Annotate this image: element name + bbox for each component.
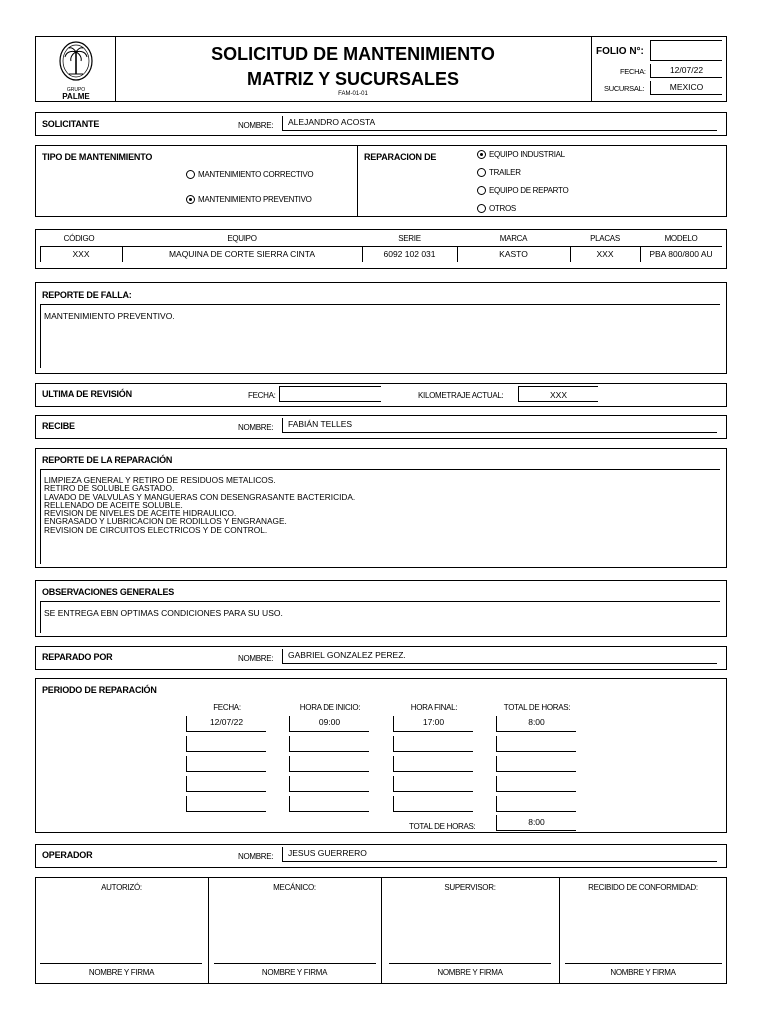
reporte-falla-title: REPORTE DE FALLA: xyxy=(42,290,132,300)
reporte-reparacion-text[interactable]: LIMPIEZA GENERAL Y RETIRO DE RESIDUOS METALICOS. RETIRO DE SOLUBLE GASTADO. LAVADO DE VALVULAS Y MANGUERAS CON DESENGRASANTE BACTERICIDA. RELLENADO DE ACEITE SOLUBLE. REVISION DE NIVELES DE ACEITE HIDRAULICO. ENGRASADO Y LUBRICACION DE RODILLOS Y ENGRANAGE. REVISION DE CIRCUITOS ELECTRICOS Y DE CONTROL. xyxy=(44,475,356,535)
periodo-header-final: HORA FINAL: xyxy=(410,703,458,712)
periodo-cell-inicio[interactable]: 09:00 xyxy=(289,716,369,732)
periodo-cell-inicio[interactable] xyxy=(289,756,369,772)
reporte-falla-left-rule xyxy=(40,304,41,368)
radio-mantenimiento-correctivo[interactable] xyxy=(186,170,195,179)
firma-line-mecanico[interactable] xyxy=(214,963,376,964)
periodo-total-label: TOTAL DE HORAS: xyxy=(409,822,476,831)
label-otros: OTROS xyxy=(489,204,516,213)
reporte-falla-rule xyxy=(40,304,720,305)
periodo-cell-fecha[interactable] xyxy=(186,776,266,792)
equipo-header-marca: MARCA xyxy=(499,234,528,243)
firma-line-recibido[interactable] xyxy=(565,963,722,964)
page-title-line2: MATRIZ Y SUCURSALES xyxy=(246,69,460,89)
recibe-nombre-field[interactable]: FABIÁN TELLES xyxy=(282,418,717,433)
solicitante-nombre-label: NOMBRE: xyxy=(238,121,274,130)
equipo-header-modelo: MODELO xyxy=(664,234,698,243)
reporte-falla-text[interactable]: MANTENIMIENTO PREVENTIVO. xyxy=(44,311,175,321)
firma-caption-recibido: NOMBRE Y FIRMA xyxy=(610,968,676,977)
periodo-cell-fecha[interactable]: 12/07/22 xyxy=(186,716,266,732)
operador-nombre-field[interactable]: JESUS GUERRERO xyxy=(282,847,717,862)
reparado-por-nombre-field[interactable]: GABRIEL GONZALEZ PEREZ. xyxy=(282,649,717,664)
periodo-cell-final[interactable] xyxy=(393,756,473,772)
ultima-revision-fecha-label: FECHA: xyxy=(248,391,276,400)
periodo-cell-total[interactable] xyxy=(496,776,576,792)
observaciones-title: OBSERVACIONES GENERALES xyxy=(42,587,175,597)
logo xyxy=(52,40,100,101)
periodo-cell-fecha[interactable] xyxy=(186,756,266,772)
recibe-title: RECIBE xyxy=(42,421,75,431)
periodo-cell-total[interactable]: 8:00 xyxy=(496,716,576,732)
radio-otros[interactable] xyxy=(477,204,486,213)
recibe-nombre-label: NOMBRE: xyxy=(238,423,274,432)
periodo-cell-final[interactable] xyxy=(393,776,473,792)
equipo-header-equipo: EQUIPO xyxy=(227,234,257,243)
solicitante-title: SOLICITANTE xyxy=(42,119,100,129)
tipo-divider xyxy=(357,145,358,217)
firma-line-autorizo[interactable] xyxy=(40,963,202,964)
firma-role-recibido: RECIBIDO DE CONFORMIDAD: xyxy=(588,883,698,892)
firma-line-supervisor[interactable] xyxy=(389,963,551,964)
tipo-mantenimiento-title: TIPO DE MANTENIMIENTO xyxy=(42,152,153,162)
reparado-por-title: REPARADO POR xyxy=(42,652,113,662)
header-sucursal-label: SUCURSAL: xyxy=(604,84,645,93)
equipo-serie-value[interactable]: 6092 102 031 xyxy=(383,249,436,259)
equipo-header-rule xyxy=(40,246,722,247)
form-code: FAM-01-01 xyxy=(338,91,368,97)
periodo-cell-final[interactable] xyxy=(393,796,473,812)
periodo-cell-total[interactable] xyxy=(496,796,576,812)
reporte-reparacion-rule xyxy=(40,469,720,470)
radio-equipo-reparto[interactable] xyxy=(477,186,486,195)
reporte-reparacion-left-rule xyxy=(40,469,41,564)
logo-group-text: GRUPO xyxy=(66,87,86,93)
header-fecha-label: FECHA: xyxy=(620,67,646,76)
periodo-cell-fecha[interactable] xyxy=(186,736,266,752)
observaciones-left-rule xyxy=(40,601,41,633)
periodo-cell-total[interactable] xyxy=(496,736,576,752)
radio-mantenimiento-preventivo[interactable] xyxy=(186,195,195,204)
periodo-title: PERIODO DE REPARACIÓN xyxy=(42,685,157,695)
observaciones-text[interactable]: SE ENTREGA EBN OPTIMAS CONDICIONES PARA SU USO. xyxy=(44,608,283,618)
kilometraje-label: KILOMETRAJE ACTUAL: xyxy=(418,391,504,400)
equipo-equipo-value[interactable]: MAQUINA DE CORTE SIERRA CINTA xyxy=(168,249,316,259)
periodo-header-total: TOTAL DE HORAS: xyxy=(503,703,571,712)
reporte-falla-box xyxy=(35,282,727,374)
logo-brand-text: PALME xyxy=(62,92,90,101)
periodo-header-fecha: FECHA: xyxy=(213,703,241,712)
periodo-total-value[interactable]: 8:00 xyxy=(496,815,576,831)
firma-role-mecanico: MECÁNICO: xyxy=(273,883,316,892)
periodo-header-inicio: HORA DE INICIO: xyxy=(299,703,361,712)
palm-logo-icon xyxy=(52,40,100,82)
firma-caption-autorizo: NOMBRE Y FIRMA xyxy=(88,968,155,977)
periodo-cell-final[interactable]: 17:00 xyxy=(393,716,473,732)
equipo-marca-value[interactable]: KASTO xyxy=(499,249,528,259)
operador-title: OPERADOR xyxy=(42,850,93,860)
equipo-codigo-value[interactable]: XXX xyxy=(72,249,90,259)
equipo-header-serie: SERIE xyxy=(398,234,421,243)
periodo-cell-fecha[interactable] xyxy=(186,796,266,812)
firma-role-autorizo: AUTORIZÓ: xyxy=(101,883,142,892)
header-divider-right xyxy=(591,36,592,102)
periodo-cell-inicio[interactable] xyxy=(289,736,369,752)
folio-field[interactable] xyxy=(650,40,722,61)
solicitante-nombre-field[interactable]: ALEJANDRO ACOSTA xyxy=(282,116,717,131)
ultima-revision-fecha-field[interactable] xyxy=(279,386,381,402)
operador-nombre-label: NOMBRE: xyxy=(238,852,274,861)
firma-caption-mecanico: NOMBRE Y FIRMA xyxy=(261,968,328,977)
label-mantenimiento-correctivo: MANTENIMIENTO CORRECTIVO xyxy=(198,170,314,179)
equipo-header-placas: PLACAS xyxy=(590,234,620,243)
header-sucursal-field[interactable]: MEXICO xyxy=(650,81,722,95)
folio-label: FOLIO N°: xyxy=(596,46,644,57)
ultima-revision-box xyxy=(35,383,727,407)
equipo-header-codigo: CÓDIGO xyxy=(63,234,95,243)
page-title-line1: SOLICITUD DE MANTENIMIENTO xyxy=(211,44,495,64)
observaciones-rule xyxy=(40,601,720,602)
radio-equipo-industrial[interactable] xyxy=(477,150,486,159)
label-equipo-reparto: EQUIPO DE REPARTO xyxy=(489,186,569,195)
periodo-cell-inicio[interactable] xyxy=(289,776,369,792)
radio-trailer[interactable] xyxy=(477,168,486,177)
label-mantenimiento-preventivo: MANTENIMIENTO PREVENTIVO xyxy=(198,195,312,204)
equipo-modelo-value[interactable]: PBA 800/800 AU xyxy=(649,249,713,259)
periodo-cell-total[interactable] xyxy=(496,756,576,772)
label-trailer: TRAILER xyxy=(489,168,521,177)
firma-caption-supervisor: NOMBRE Y FIRMA xyxy=(437,968,503,977)
reparado-por-nombre-label: NOMBRE: xyxy=(238,654,274,663)
reporte-reparacion-title: REPORTE DE LA REPARACIÓN xyxy=(42,455,173,465)
reparacion-de-title: REPARACION DE xyxy=(364,152,437,162)
periodo-cell-inicio[interactable] xyxy=(289,796,369,812)
periodo-box xyxy=(35,678,727,833)
label-equipo-industrial: EQUIPO INDUSTRIAL xyxy=(489,150,565,159)
periodo-cell-final[interactable] xyxy=(393,736,473,752)
ultima-revision-title: ULTIMA DE REVISIÓN xyxy=(42,389,132,399)
equipo-placas-value[interactable]: XXX xyxy=(596,249,614,259)
firma-role-supervisor: SUPERVISOR: xyxy=(444,883,496,892)
kilometraje-field[interactable]: XXX xyxy=(518,386,598,402)
header-fecha-field[interactable]: 12/07/22 xyxy=(650,64,722,78)
